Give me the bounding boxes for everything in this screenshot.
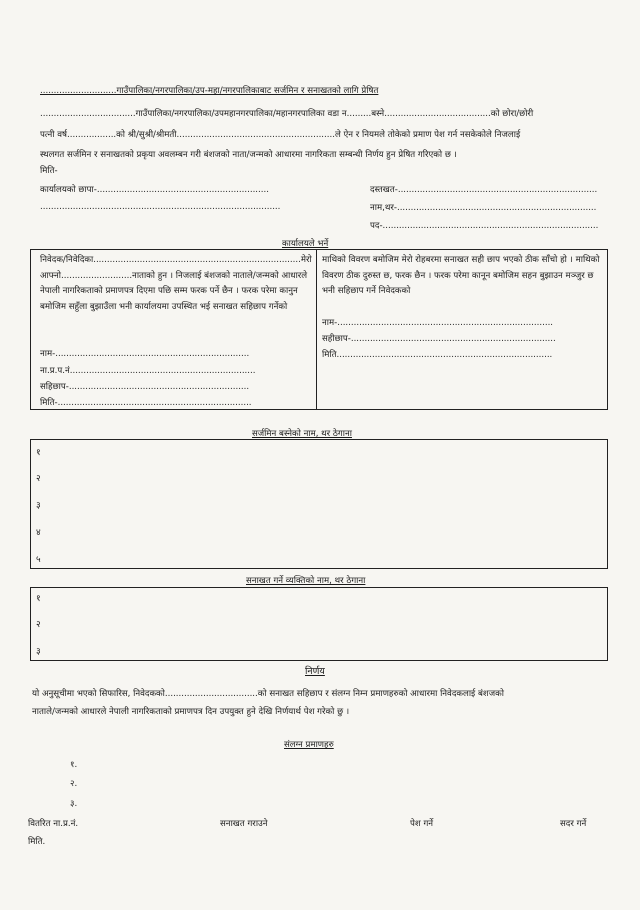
office-stamp-field: कार्यालयको छापा-............................................................... — [40, 185, 269, 195]
name-surname-field: नाम,थर-......................................................................... — [370, 203, 597, 213]
attachment-item: ३. — [70, 799, 78, 809]
sarjamin-row-number: २ — [36, 474, 41, 484]
referral-statement: स्थलगत सर्जमिन र सनाखतको प्रकृया अवलम्बन गरी बंशजको नाता/जन्मको आधारमा नागरिकता सम्बन्धी निर्णय हुन प्रेषित गरिएको छ । — [40, 150, 457, 160]
declarant-date-field: मिति-....................................................................... — [40, 398, 252, 408]
declarant-name-field: नाम-....................................................................... — [40, 349, 250, 359]
distributed-citizenship-number: वितरित ना.प्र.नं. — [28, 819, 79, 829]
declarant-citizenship-field: ना.प्र.प.नं.................................................................... — [40, 366, 256, 376]
office-section-title: कार्यालयले भर्ने — [282, 239, 329, 249]
sarjamin-row-number: ५ — [36, 555, 41, 565]
form-title: ............................गाउँपालिका/नगरपालिका/उप-महा/नगरपालिकाबाट सर्जमिन र सनाखतको लागि प्रेषित — [40, 86, 379, 96]
witness-sahichhap-field: सहीछाप-........................................................................... — [322, 334, 556, 344]
office-section-divider — [316, 249, 317, 410]
date-label: मिति- — [40, 166, 58, 176]
applicant-address-line: ...................................गाउँपालिका/नगरपालिका/उपमहानगरपालिका/महानगरपालिका वडा न.........बस्ने.......................................को छोरा/छोरी — [40, 109, 534, 119]
decision-title: निर्णय — [305, 666, 325, 677]
post-field: पद-............................................................................... — [370, 221, 599, 231]
applicant-name-line: पत्नी वर्ष..................को श्री/सुश्री/श्रीमती..........................................................ले ऐन र नियमले तोकेको प्रमाण पेश गर्न नसकेकोले निजलाई — [40, 130, 521, 140]
declarant-sahichhap-field: सहिछाप-.................................................................. — [40, 382, 250, 392]
sanakhat-garaune-label: सनाखत गराउने — [220, 819, 268, 829]
sanakhat-table — [30, 587, 608, 661]
sanakhat-row-number: १ — [36, 594, 41, 604]
attachments-title: संलग्न प्रमाणहरु — [284, 740, 334, 750]
witness-declaration: माथिको विवरण बमोजिम मेरो रोहबरमा सनाखत सही छाप भएको ठीक साँचो हो । माथिको विवरण ठीक दुरुस्त छ, फरक छैन । फरक परेमा कानून बमोजिम सहन बुझाउन मञ्जुर छ भनी सहिछाप गर्ने निवेदकको — [322, 255, 600, 296]
applicant-declaration: निवेदक/निवेदिका............................................................................मेरो आफ्नो..........................नाताको हुन । निजलाई बंशजको नाताले/जन्मको आधारले नेपाली नागरिकताको प्रमाणपत्र दिएमा पछि सम्म फरक पर्ने छैन । फरक परेमा कानुन बमोजिम सहुँला बुझाउँला भनी कार्यालयमा उपस्थित भई सनाखत सहिछाप गर्नेको — [40, 255, 312, 312]
sarjamin-section-title: सर्जमिन बस्नेको नाम, थर ठेगाना — [252, 429, 352, 439]
witness-date-field: मिति............................................................................... — [322, 350, 553, 360]
sarjamin-row-number: १ — [36, 448, 41, 458]
decision-text-line-1: यो अनुसूचीमा भएको सिफारिस, निवेदकको..................................को सनाखत सहिछाप र संलग्न निम्न प्रमाणहरुको आधारमा निवेदकलाई बंशजको — [32, 689, 504, 699]
sadar-garne-label: सदर गर्ने — [560, 819, 587, 829]
sarjamin-table — [30, 439, 608, 569]
sanakhat-row-number: २ — [36, 620, 41, 630]
pesh-garne-label: पेश गर्ने — [410, 819, 434, 829]
sanakhat-row-number: ३ — [36, 647, 41, 657]
signature-field: दस्तखत-......................................................................... — [370, 185, 598, 195]
footer-date-label: मिति. — [28, 837, 46, 847]
attachment-item: १. — [70, 760, 78, 770]
decision-text-line-2: नाताले/जन्मको आधारले नेपाली नागरिकताको प्रमाणपत्र दिन उपयुक्त हुने देखि निर्णयार्थ पेश गरेको छु । — [32, 707, 350, 717]
witness-name-field: नाम-............................................................................... — [322, 318, 554, 328]
attachment-item: २. — [70, 779, 78, 789]
office-stamp-continuation: ........................................................................................ — [40, 202, 281, 212]
sarjamin-row-number: ३ — [36, 501, 41, 511]
sanakhat-section-title: सनाखत गर्ने व्यक्तिको नाम, थर ठेगाना — [246, 576, 366, 586]
sarjamin-row-number: ४ — [36, 528, 41, 538]
